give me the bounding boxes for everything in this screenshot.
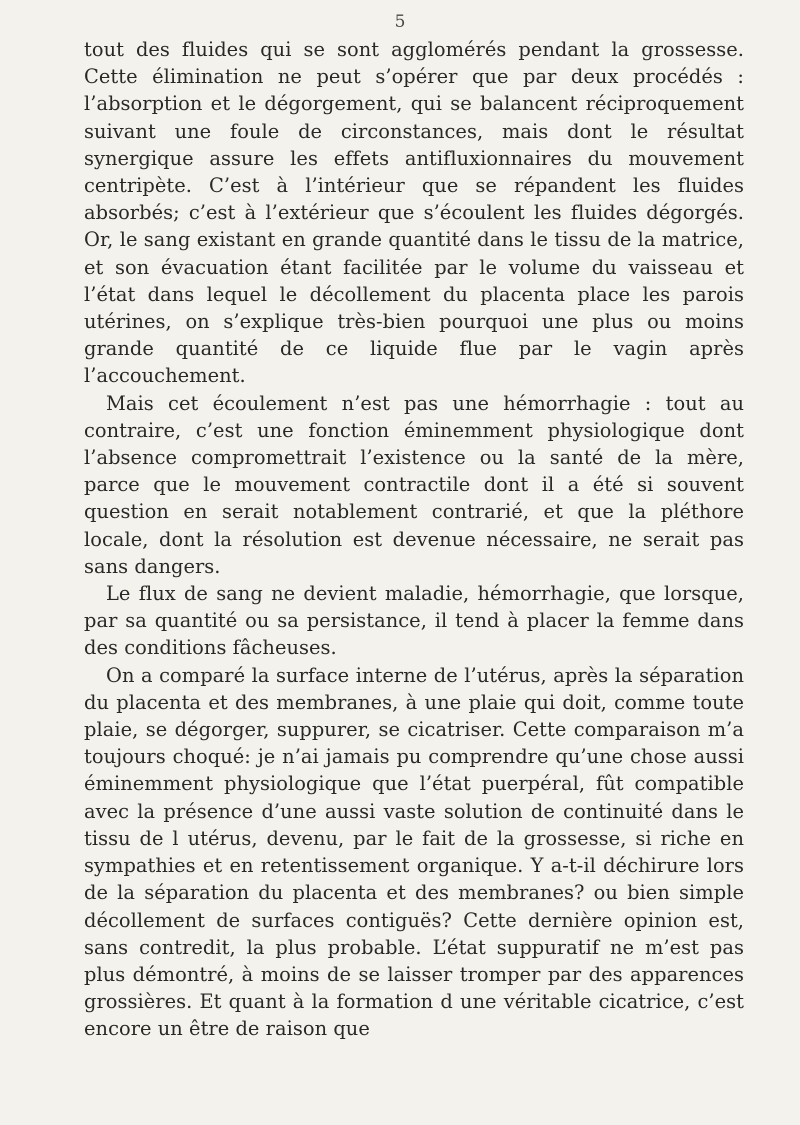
paragraph-3: Le flux de sang ne devient maladie, hémorrhagie, que lorsque, par sa quantité ou sa persistance, il tend à placer la femme dans des conditions fâcheuses. <box>84 582 744 660</box>
paragraph-1: tout des fluides qui se sont agglomérés pendant la grossesse. Cette élimination ne peut s’opérer que par deux procédés : l’absorption et le dégorgement, qui se balancent réciproquement suivant une foule de circonstances, mais dont le résultat synergique assure les effets antifluxionnaires du mouvement centripète. C’est à l’intérieur que se répandent les fluides absorbés; c’est à l’extérieur que s’écoulent les fluides dégorgés. Or, le sang existant en grande quantité dans le tissu de la matrice, et son évacuation étant facilitée par le volume du vaisseau et l’état dans lequel le décollement du placenta place les parois utérines, on s’explique très-bien pourquoi une plus ou moins grande quantité de ce liquide flue par le vagin après l’accouchement. <box>84 38 744 388</box>
paragraph-4: On a comparé la surface interne de l’utérus, après la séparation du placenta et des membranes, à une plaie qui doit, comme toute plaie, se dégorger, suppurer, se cicatriser. Cette comparaison m’a toujours choqué: je n’ai jamais pu comprendre qu’une chose aussi éminemment physiologique que l’état puerpéral, fût compatible avec la présence d’une aussi vaste solution de continuité dans le tissu de l utérus, devenu, par le fait de la grossesse, si riche en sympathies et en retentissement organique. Y a-t-il déchirure lors de la séparation du placenta et des membranes? ou bien simple décollement de surfaces contiguës? Cette dernière opinion est, sans contredit, la plus probable. L’état suppuratif ne m’est pas plus démontré, à moins de se laisser tromper par des apparences grossières. Et quant à la formation d une véritable cicatrice, c’est encore un être de raison que <box>84 663 744 1041</box>
paragraph-2: Mais cet écoulement n’est pas une hémorrhagie : tout au contraire, c’est une fonction éminemment physiologique dont l’absence compromettrait l’existence ou la santé de la mère, parce que le mouvement contractile dont il a été si souvent question en serait notablement contrarié, et que la pléthore locale, dont la résolution est devenue nécessaire, ne serait pas sans dangers. <box>84 391 744 578</box>
page-number: 5 <box>394 12 406 32</box>
body-text <box>84 36 744 1043</box>
